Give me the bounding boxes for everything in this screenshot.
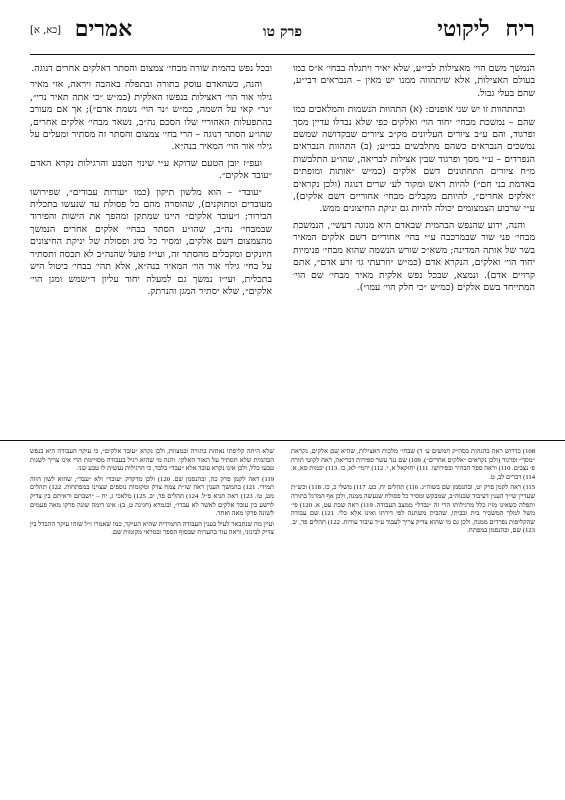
footnote-block: 115) ראה לקמן פרק יט, ובהנסמן שם בשוה״ג. 116) תהלים יח, כט. 117) משלי כ, כז. 118) וכש״ת שעדיין שייך הענין דעיבוד שבנוה״ב, שמבקש ומסיר כל פסולת שנעשה ממנה, ולכן אף המרגל בתורה ותפלה כשאינו מזיז כלל מרגילותו הרי זה ״נבדל״ ממצב העבודה. 119) ראה שבת עט, א. 120) פי׳ משל למלך המשכיר בית ובביתו, שהבית משתנה לפי דירתו ואינו אלא כלי. 121) שם עבודה שהקליפות נפרדים ממנה, ולכן גם מי שהוא צדיק צריך לעבוד ע״ד עיבוד עורות. 122) תהלים פד, יב. 123) שם, ובהנסמן במפתח.: [291, 484, 535, 535]
footnotes-right-column: [291, 448, 535, 784]
page-number: ריח: [505, 16, 535, 42]
left-column: [30, 63, 272, 443]
footnote-block: שלא היתה קליפתו נאחזת בתורה ובמצוות, ולכן נקרא ״עובד אלקים״, כי עיקר העבודה היא בנפש הבהמית שלא תסתיר על האור האלקי. והנה מי שהוא רגיל בעבודה מסויימת הרי אינו צריך לשנות טבעו כלל, ולכן אינו נקרא עובד אלא ״עבד״ בלבד, כי הרגילות נעשית לו טבע שני.: [30, 448, 274, 473]
right-column: [293, 63, 535, 443]
footnote-divider: [0, 440, 565, 441]
page-header: [30, 14, 535, 55]
chapter-label: פרק טו: [263, 24, 302, 40]
book-title: ליקוטי: [437, 16, 490, 42]
book-title-2: אמרים: [74, 16, 133, 42]
footnote-block: 108) כדרוש ראה בהגהות בסה״ק חמשים ע׳ ד) שבחי׳ מלכות דאצילות, שהיא שם אלקים, נקראת ״מסך״ ופרגוד (ולכן נקראים ״אלקים אחרים״). 109) שם נגד עשר ספירות דבריאה, ראה לקוטי תורה פ׳ נצבים. 110) וראה ספר הבהיר ובפירושו. 111) יחזקאל א, י. 112) ירמי׳ לא, כו. 113) יבמות סא, א. 114) דברים לב, ט.: [291, 448, 535, 481]
footnotes-left-column: [30, 448, 274, 784]
paragraph: הנמשך משם הוי׳ מאצילות לבי״ע, שלא יאיר ויתגלה בבחי׳ א״ס כמו בעולם האצילות, אלא שיתהווה ממנו יש מאין – הנבראים דבי״ע, שהם בעלי גבול.: [293, 63, 535, 99]
paragraph: ועפ״ז יובן הטעם שדוקא ע״י שינוי הטבע והרגילות נקרא האדם ״עובד אלקים״.: [30, 157, 272, 182]
main-text: [30, 63, 535, 443]
section-ref: [כא, א]: [30, 24, 62, 36]
footnote-block: 119) ראה לקמן פרק כה, ובהנסמן שם. 120) ולכן מדקדק ״עובד״ ולא ״עבד״, שהוא לשון הווה תמידי. 121) בהמשך הענין ראה שו״ת צמח צדק ומקומות נוספים שצוינו במפתחות. 122) תהלים מט, טו. 123) ראה תניא פ״ל. 124) תהלים פד, יב. 125) מלאכי ג, יח – ״ושבתם וראיתם בין צדיק לרשע בין עובד אלקים לאשר לא עבדו״, ובגמרא (חגיגה ט, ב): אינו דומה שונה פרקו מאה פעמים לשונה פרקו מאה ואחד.: [30, 475, 274, 518]
footnotes: [30, 448, 535, 784]
header-right: [30, 16, 132, 42]
footnote-block: ועיין מה שנתבאר לעיל בענין העבודה התמידית שהיא העיקר, כמו שאמרו ז״ל שזהו עיקר ההבדל בין צדיק לבינוני, וראה עוד בהערות שבסוף הספר ובמראי מקומות שם.: [30, 520, 274, 537]
paragraph: והנה, ידוע שהנפש הבהמית שבאדם היא מנוגה דעשי׳, הנמשכת מבחי׳ פני שור שבמרכבה ע״י בחי׳ אחוריים דשם אלקים המאיר בשר של אותה המדינה; משא״כ שורש הנשמה שהוא מבחי׳ פנימיות יחוד הוי׳ ואלקים, הנקרא אדם (כמ״ש ״וזרעתי גו׳ זרע אדם״, אתם קרויים אדם). ונמצא, שבכל נפש אלקית מאיר מבחי׳ שם הוי׳ המתייחד בשם אלקים (כמ״ש ״כי חלק הוי׳ עמו״).: [293, 219, 535, 293]
paragraph: ובכל נפש בהמית שורה מבחי׳ צמצום והסתר דאלקים אחרים דנוגה.: [31, 63, 272, 74]
paragraph: ״עובד״ – הוא מלשון תיקון (כמו ״עורות עבודים״, שפירושו מעובדים ומתוקנים), שהוסרה מהם כל פסולת עד שנעשו בתכלית הבירור; ו״עובד אלקים״ היינו שמתקן ומהפך את הישות והפירוד שבמבחי׳ נה״ב, שהו״ע הסתר בבחי׳ אלקים אחרים הנמשך מהצמצום דשם אלקים, ומסיר כל סיג ופסולת של יניקת החיצונים היונקים ומקבלים מהסתר זה, ועי״ז פועל שהנה״ב לא תכסה ותסתיר על בחי׳ גילוי אור הוי׳ המאיר בנה״א, אלא תהי׳ בבחי׳ ביטול היש בתכלית, ועי״ז נמשך גם למעלה יחוד עליון ד״שמש ומגן הוי׳ אלקים״, שלא יסתיר המגן והנרתק.: [30, 186, 272, 297]
paragraph: והנה, כשהאדם עוסק בתורה ובתפלה באהבה ויראה, אזי מאיר גילוי אור הוי׳ דאצילות בנפשו האלקית (כמ״ש ״כי אתה תאיר נרי״, ״נר״ קאי על השמה, כמ״ש ״נר הוי׳ נשמת אדם״); אך אם מעורב בהתפעלות האהוריי שלו הסכם נה״ב, נשאר מבחי׳ אלקים אחרים, שהו״ע הסתר דנוגה – הרי בחי׳ צמצום והסתר זה מסתיר ומעלים על גילוי אור הוי׳ המאיר בנה״א.: [30, 79, 272, 153]
paragraph: ובהתהוות זו יש שני אופנים: (א) התהוות הנשמות והמלאכים כמו שהם – נמשכת מבחי׳ יחוד הוי׳ ואלקים כפי שלא נבדלו עדיין מסך ופרגוד, והם ע״ב ציורים העליונים מק״ב ציורים שבקדושה שמשם נמשכים הנבראים כשהם מתלבשים בבי״ע; (ב) התהוות הנבראים הנפרדים – ע״י מסך ופרגוד שבין אצילות לבריאה, שהו״ע התלבשות מ״ח ציורים התחתונים דשם אלקים (כמ״ש ״אותות ומופתים באדמת בני חם״) להיות ראש ומקור לע׳ שרים דנוגה (ולכן נקראים ״אלקים אחרים״, להיותם מקבלים מבחי׳ אחוריים דשם אלקים), ע״י שרבוע הצמצומים יכולה להיות גם יניקת החיצונים ממש.: [293, 104, 535, 215]
